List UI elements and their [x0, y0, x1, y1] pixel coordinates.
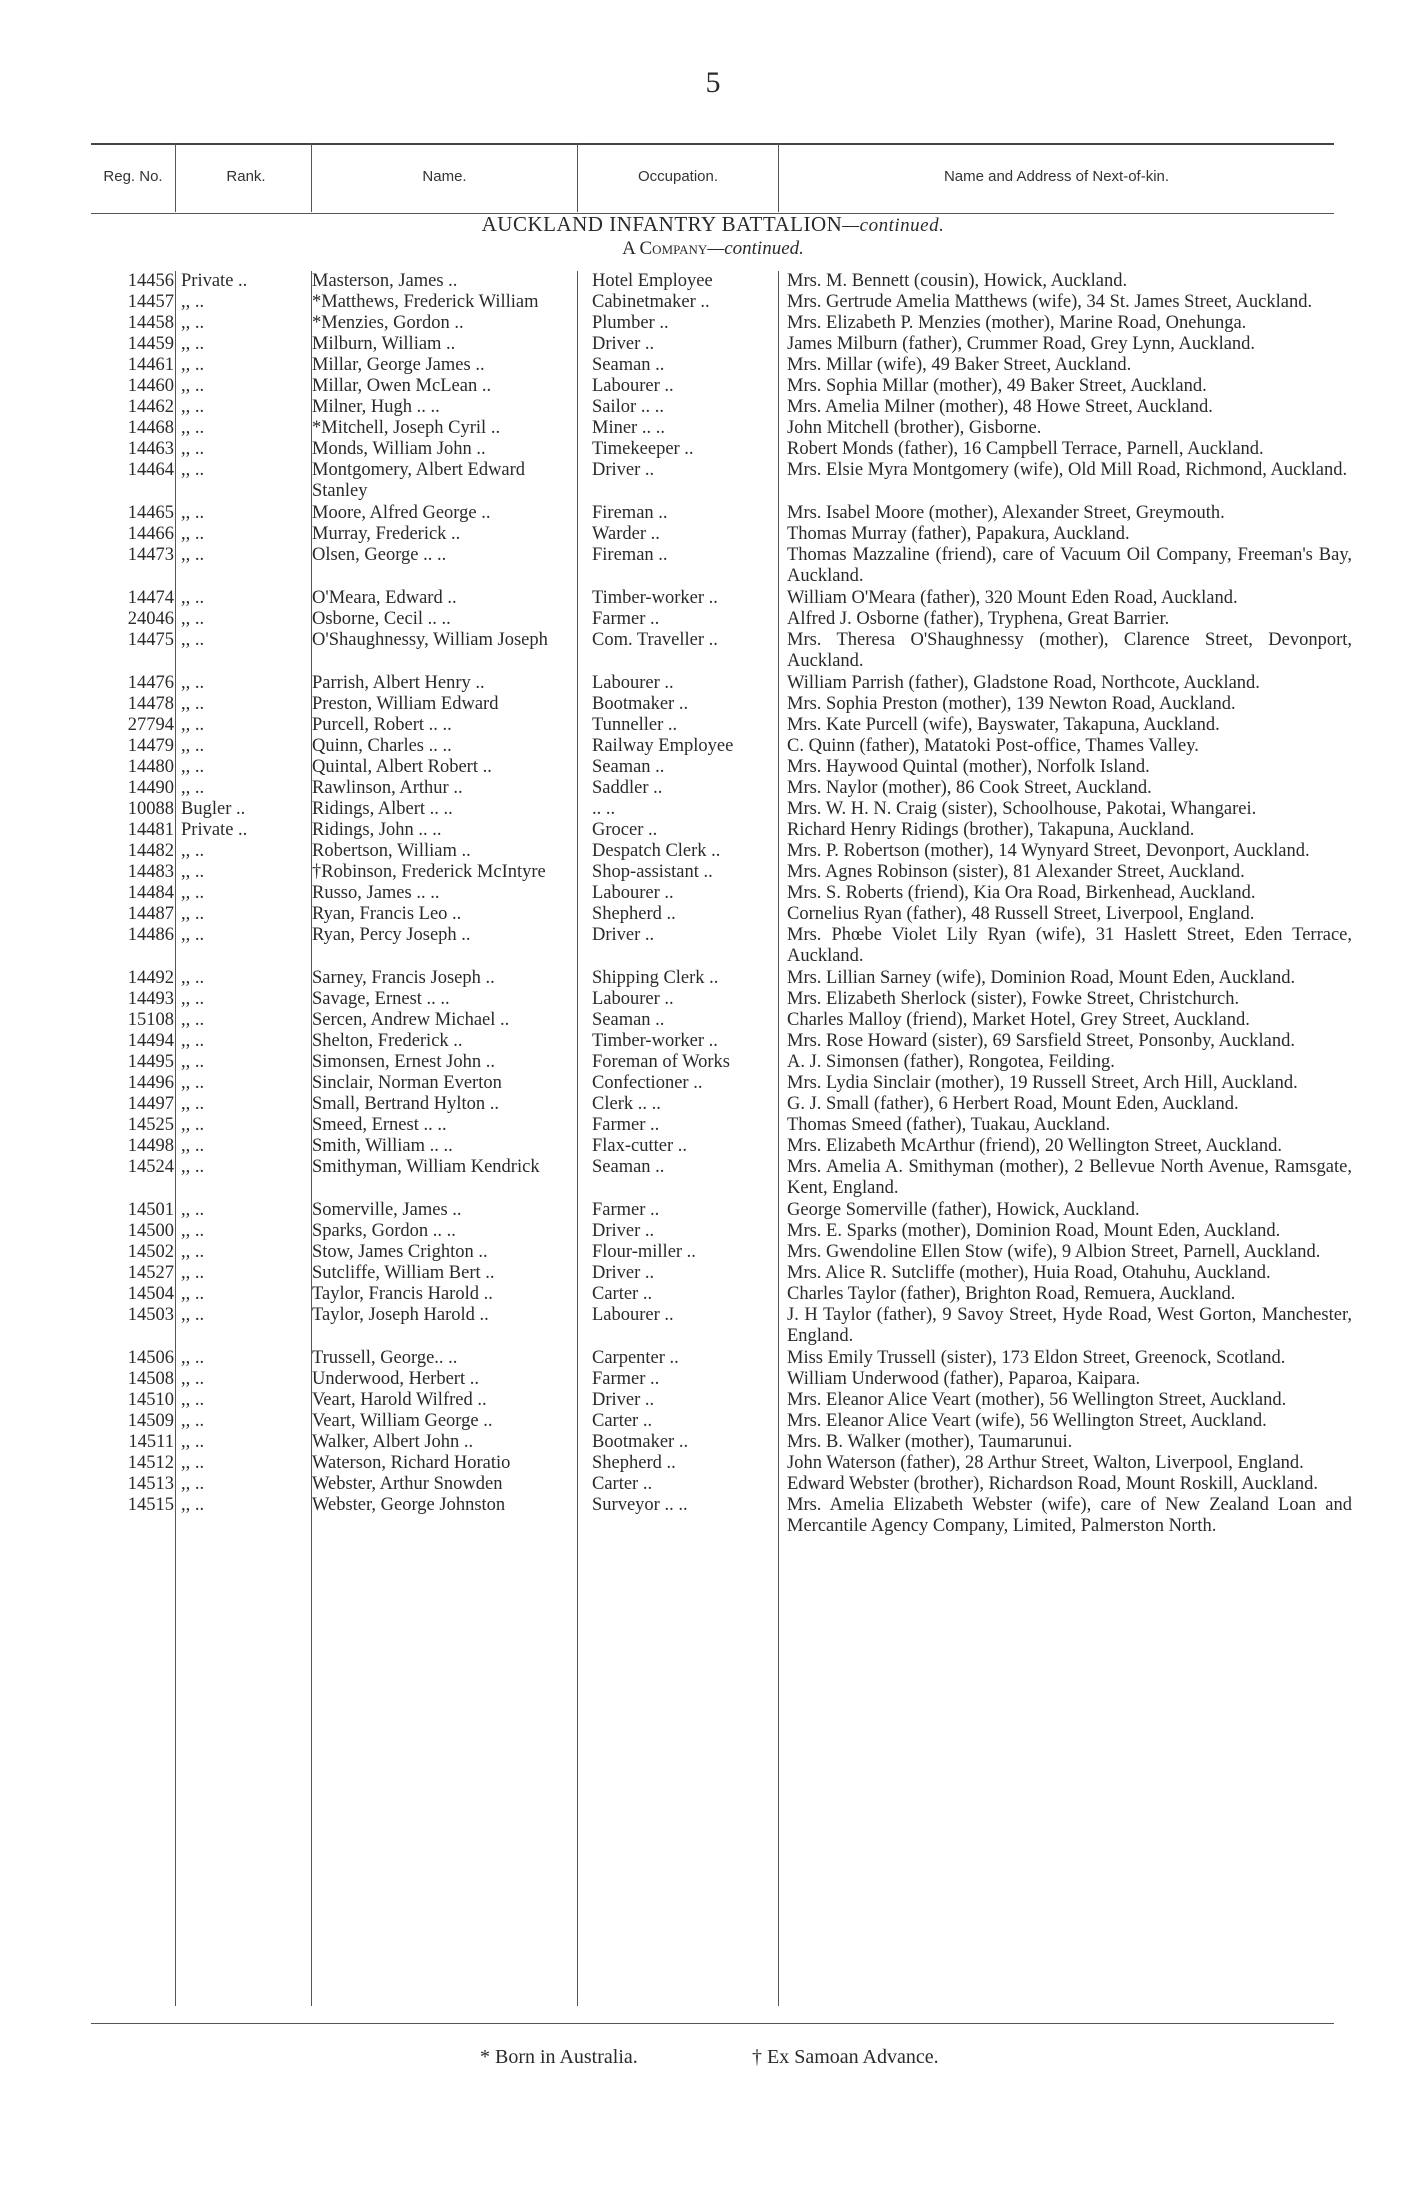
row-occupation: Farmer .. — [592, 1115, 660, 1135]
row-name: Taylor, Joseph Harold .. — [312, 1305, 489, 1325]
row-name: Quinn, Charles .. .. — [312, 736, 452, 756]
row-name: Ryan, Francis Leo .. — [312, 904, 462, 924]
row-name: Preston, William Edward — [312, 694, 499, 714]
row-occupation: Confectioner .. — [592, 1073, 703, 1093]
row-occupation: Miner .. .. — [592, 418, 665, 438]
row-rank: ,, .. — [181, 313, 205, 333]
row-occupation: Warder .. — [592, 524, 660, 544]
row-rank: ,, .. — [181, 904, 205, 924]
row-next-of-kin: Charles Taylor (father), Brighton Road, Remuera, Auckland. — [787, 1284, 1236, 1304]
column-divider — [175, 143, 176, 212]
row-occupation: Carter .. — [592, 1474, 653, 1494]
row-occupation: Driver .. — [592, 334, 655, 354]
row-next-of-kin: Mrs. B. Walker (mother), Taumarunui. — [787, 1432, 1073, 1452]
row-occupation: Labourer .. — [592, 989, 674, 1009]
row-name: Rawlinson, Arthur .. — [312, 778, 463, 798]
row-rank: ,, .. — [181, 968, 205, 988]
row-name: Walker, Albert John .. — [312, 1432, 474, 1452]
company-title-text: A Company — [622, 238, 708, 259]
row-rank: ,, .. — [181, 439, 205, 459]
row-next-of-kin: Mrs. Lydia Sinclair (mother), 19 Russell Street, Arch Hill, Auckland. — [787, 1073, 1298, 1093]
row-name: Webster, Arthur Snowden — [312, 1474, 503, 1494]
row-rank: ,, .. — [181, 1305, 205, 1325]
row-reg-number: 14501 — [127, 1200, 174, 1220]
row-reg-number: 14465 — [127, 503, 174, 523]
row-reg-number: 14506 — [127, 1348, 174, 1368]
row-name: Millar, Owen McLean .. — [312, 376, 492, 396]
row-reg-number: 14478 — [127, 694, 174, 714]
row-name: Moore, Alfred George .. — [312, 503, 491, 523]
header-reg-no: Reg. No. — [103, 168, 163, 185]
row-occupation: Driver .. — [592, 925, 655, 945]
row-next-of-kin: John Mitchell (brother), Gisborne. — [787, 418, 1042, 438]
row-name: Waterson, Richard Horatio — [312, 1453, 511, 1473]
row-occupation: Carter .. — [592, 1284, 653, 1304]
row-name: Sparks, Gordon .. .. — [312, 1221, 456, 1241]
row-next-of-kin: G. J. Small (father), 6 Herbert Road, Mount Eden, Auckland. — [787, 1094, 1239, 1114]
row-name: Ridings, John .. .. — [312, 820, 442, 840]
row-occupation: Fireman .. — [592, 545, 668, 565]
row-next-of-kin: Mrs. Phœbe Violet Lily Ryan (wife), 31 Haslett Street, Eden Terrace, Auckland. — [787, 925, 1352, 966]
row-reg-number: 14527 — [127, 1263, 174, 1283]
column-divider — [577, 271, 578, 2006]
page-number: 5 — [705, 66, 721, 99]
row-occupation: Despatch Clerk .. — [592, 841, 721, 861]
row-occupation: Bootmaker .. — [592, 1432, 689, 1452]
row-next-of-kin: Mrs. Amelia A. Smithyman (mother), 2 Bellevue North Avenue, Ramsgate, Kent, England. — [787, 1157, 1352, 1198]
row-reg-number: 14481 — [127, 820, 174, 840]
row-occupation: Fireman .. — [592, 503, 668, 523]
row-rank: ,, .. — [181, 588, 205, 608]
row-rank: ,, .. — [181, 1263, 205, 1283]
row-rank: ,, .. — [181, 460, 205, 480]
row-rank: ,, .. — [181, 1136, 205, 1156]
row-name: Webster, George Johnston — [312, 1495, 506, 1515]
row-next-of-kin: Mrs. Elizabeth McArthur (friend), 20 Wellington Street, Auckland. — [787, 1136, 1282, 1156]
row-rank: ,, .. — [181, 376, 205, 396]
header-name: Name. — [422, 168, 467, 185]
row-next-of-kin: Mrs. Haywood Quintal (mother), Norfolk Island. — [787, 757, 1150, 777]
row-next-of-kin: C. Quinn (father), Matatoki Post-office, Thames Valley. — [787, 736, 1199, 756]
row-occupation: Surveyor .. .. — [592, 1495, 688, 1515]
row-reg-number: 14474 — [127, 588, 174, 608]
row-rank: ,, .. — [181, 292, 205, 312]
row-next-of-kin: Edward Webster (brother), Richardson Road, Mount Roskill, Auckland. — [787, 1474, 1318, 1494]
row-name: Shelton, Frederick .. — [312, 1031, 463, 1051]
row-name: Smithyman, William Kendrick — [312, 1157, 540, 1177]
row-next-of-kin: Mrs. Amelia Elizabeth Webster (wife), care of New Zealand Loan and Mercantile Agency Company, Limited, Palmerston North. — [787, 1495, 1352, 1536]
row-next-of-kin: Mrs. E. Sparks (mother), Dominion Road, Mount Eden, Auckland. — [787, 1221, 1281, 1241]
row-rank: Bugler .. — [181, 799, 246, 819]
row-occupation: Grocer .. — [592, 820, 658, 840]
row-name: Monds, William John .. — [312, 439, 486, 459]
row-rank: ,, .. — [181, 925, 205, 945]
row-occupation: Cabinetmaker .. — [592, 292, 710, 312]
row-next-of-kin: Mrs. W. H. N. Craig (sister), Schoolhouse, Pakotai, Whangarei. — [787, 799, 1257, 819]
row-name: Veart, William George .. — [312, 1411, 493, 1431]
row-rank: ,, .. — [181, 715, 205, 735]
column-divider — [577, 143, 578, 212]
row-rank: ,, .. — [181, 989, 205, 1009]
row-occupation: Flour-miller .. — [592, 1242, 696, 1262]
row-rank: ,, .. — [181, 1411, 205, 1431]
row-reg-number: 14480 — [127, 757, 174, 777]
row-name: O'Meara, Edward .. — [312, 588, 457, 608]
row-rank: ,, .. — [181, 1221, 205, 1241]
row-occupation: Seaman .. — [592, 757, 665, 777]
battalion-title-suffix: —continued. — [842, 215, 945, 236]
row-next-of-kin: Mrs. Eleanor Alice Veart (wife), 56 Wellington Street, Auckland. — [787, 1411, 1267, 1431]
row-next-of-kin: Miss Emily Trussell (sister), 173 Eldon Street, Greenock, Scotland. — [787, 1348, 1286, 1368]
row-name: †Robinson, Frederick McIntyre — [312, 862, 546, 882]
row-occupation: Farmer .. — [592, 1369, 660, 1389]
row-rank: ,, .. — [181, 673, 205, 693]
row-next-of-kin: George Somerville (father), Howick, Auckland. — [787, 1200, 1140, 1220]
row-next-of-kin: Mrs. Rose Howard (sister), 69 Sarsfield Street, Ponsonby, Auckland. — [787, 1031, 1296, 1051]
row-next-of-kin: Mrs. Lillian Sarney (wife), Dominion Road, Mount Eden, Auckland. — [787, 968, 1296, 988]
row-rank: ,, .. — [181, 1031, 205, 1051]
company-title-suffix: —continued. — [707, 238, 804, 259]
row-reg-number: 14513 — [127, 1474, 174, 1494]
row-rank: ,, .. — [181, 1073, 205, 1093]
row-occupation: Shepherd .. — [592, 1453, 676, 1473]
row-rank: Private .. — [181, 820, 248, 840]
row-next-of-kin: Mrs. Eleanor Alice Veart (mother), 56 Wellington Street, Auckland. — [787, 1390, 1287, 1410]
row-occupation: Shop-assistant .. — [592, 862, 713, 882]
row-occupation: Carpenter .. — [592, 1348, 679, 1368]
row-next-of-kin: Mrs. Agnes Robinson (sister), 81 Alexander Street, Auckland. — [787, 862, 1245, 882]
row-name: *Matthews, Frederick William — [312, 292, 539, 312]
row-next-of-kin: Mrs. Naylor (mother), 86 Cook Street, Auckland. — [787, 778, 1152, 798]
row-name: Stow, James Crighton .. — [312, 1242, 488, 1262]
row-next-of-kin: Thomas Murray (father), Papakura, Auckland. — [787, 524, 1130, 544]
row-occupation: Labourer .. — [592, 673, 674, 693]
row-reg-number: 14458 — [127, 313, 174, 333]
row-occupation: Tunneller .. — [592, 715, 678, 735]
row-reg-number: 27794 — [127, 715, 174, 735]
row-occupation: Railway Employee — [592, 736, 734, 756]
row-rank: ,, .. — [181, 1348, 205, 1368]
row-reg-number: 14462 — [127, 397, 174, 417]
row-reg-number: 14460 — [127, 376, 174, 396]
row-reg-number: 14515 — [127, 1495, 174, 1515]
row-occupation: Labourer .. — [592, 883, 674, 903]
row-name: Ridings, Albert .. .. — [312, 799, 453, 819]
row-occupation: Timber-worker .. — [592, 1031, 718, 1051]
row-rank: Private .. — [181, 271, 248, 291]
row-next-of-kin: Mrs. M. Bennett (cousin), Howick, Auckland. — [787, 271, 1128, 291]
row-occupation: Shepherd .. — [592, 904, 676, 924]
battalion-title — [0, 212, 1426, 237]
row-rank: ,, .. — [181, 630, 205, 650]
row-reg-number: 14457 — [127, 292, 174, 312]
row-occupation: Timber-worker .. — [592, 588, 718, 608]
row-name: Masterson, James .. — [312, 271, 458, 291]
row-reg-number: 14483 — [127, 862, 174, 882]
row-occupation: Farmer .. — [592, 1200, 660, 1220]
row-rank: ,, .. — [181, 1094, 205, 1114]
row-name: Purcell, Robert .. .. — [312, 715, 452, 735]
row-rank: ,, .. — [181, 1474, 205, 1494]
row-name: Somerville, James .. — [312, 1200, 462, 1220]
row-reg-number: 10088 — [127, 799, 174, 819]
row-occupation: Foreman of Works — [592, 1052, 730, 1072]
row-reg-number: 14512 — [127, 1453, 174, 1473]
row-occupation: Sailor .. .. — [592, 397, 664, 417]
row-next-of-kin: Mrs. Millar (wife), 49 Baker Street, Auckland. — [787, 355, 1132, 375]
row-reg-number: 14508 — [127, 1369, 174, 1389]
row-name: Parrish, Albert Henry .. — [312, 673, 485, 693]
row-rank: ,, .. — [181, 1495, 205, 1515]
row-next-of-kin: William O'Meara (father), 320 Mount Eden Road, Auckland. — [787, 588, 1238, 608]
row-rank: ,, .. — [181, 418, 205, 438]
row-reg-number: 14492 — [127, 968, 174, 988]
row-next-of-kin: James Milburn (father), Crummer Road, Grey Lynn, Auckland. — [787, 334, 1256, 354]
row-reg-number: 14490 — [127, 778, 174, 798]
row-reg-number: 14479 — [127, 736, 174, 756]
column-divider — [311, 143, 312, 212]
row-name: Sercen, Andrew Michael .. — [312, 1010, 510, 1030]
row-name: Robertson, William .. — [312, 841, 471, 861]
row-rank: ,, .. — [181, 1284, 205, 1304]
row-next-of-kin: Mrs. Kate Purcell (wife), Bayswater, Takapuna, Auckland. — [787, 715, 1220, 735]
row-reg-number: 14466 — [127, 524, 174, 544]
column-divider — [778, 143, 779, 212]
row-reg-number: 14496 — [127, 1073, 174, 1093]
company-title — [0, 238, 1426, 260]
row-name: Quintal, Albert Robert .. — [312, 757, 492, 777]
row-reg-number: 14463 — [127, 439, 174, 459]
row-rank: ,, .. — [181, 1010, 205, 1030]
row-reg-number: 14524 — [127, 1157, 174, 1177]
row-rank: ,, .. — [181, 397, 205, 417]
row-name: Murray, Frederick .. — [312, 524, 461, 544]
row-reg-number: 14510 — [127, 1390, 174, 1410]
row-next-of-kin: Thomas Mazzaline (friend), care of Vacuum Oil Company, Freeman's Bay, Auckland. — [787, 545, 1352, 586]
footnote-samoan-advance: † Ex Samoan Advance. — [752, 2046, 939, 2068]
row-rank: ,, .. — [181, 609, 205, 629]
row-reg-number: 14486 — [127, 925, 174, 945]
row-next-of-kin: Robert Monds (father), 16 Campbell Terrace, Parnell, Auckland. — [787, 439, 1264, 459]
row-reg-number: 14494 — [127, 1031, 174, 1051]
row-rank: ,, .. — [181, 1432, 205, 1452]
row-name: Taylor, Francis Harold .. — [312, 1284, 493, 1304]
row-next-of-kin: Mrs. Gertrude Amelia Matthews (wife), 34 St. James Street, Auckland. — [787, 292, 1313, 312]
row-rank: ,, .. — [181, 503, 205, 523]
row-next-of-kin: A. J. Simonsen (father), Rongotea, Feilding. — [787, 1052, 1115, 1072]
row-next-of-kin: Richard Henry Ridings (brother), Takapuna, Auckland. — [787, 820, 1195, 840]
row-reg-number: 14503 — [127, 1305, 174, 1325]
row-next-of-kin: Mrs. Sophia Preston (mother), 139 Newton Road, Auckland. — [787, 694, 1236, 714]
row-rank: ,, .. — [181, 1200, 205, 1220]
row-rank: ,, .. — [181, 1369, 205, 1389]
column-divider — [778, 271, 779, 2006]
row-next-of-kin: Alfred J. Osborne (father), Tryphena, Great Barrier. — [787, 609, 1170, 629]
row-reg-number: 14473 — [127, 545, 174, 565]
row-rank: ,, .. — [181, 1052, 205, 1072]
row-reg-number: 14482 — [127, 841, 174, 861]
row-next-of-kin: Mrs. Elizabeth P. Menzies (mother), Marine Road, Onehunga. — [787, 313, 1247, 333]
footnote-born-australia: * Born in Australia. — [480, 2046, 638, 2068]
row-occupation: Farmer .. — [592, 609, 660, 629]
row-name: Millar, George James .. — [312, 355, 485, 375]
row-occupation: Labourer .. — [592, 376, 674, 396]
row-name: Russo, James .. .. — [312, 883, 440, 903]
header-occupation: Occupation. — [637, 168, 719, 185]
row-reg-number: 14459 — [127, 334, 174, 354]
row-rank: ,, .. — [181, 1242, 205, 1262]
row-occupation: Carter .. — [592, 1411, 653, 1431]
row-occupation: Flax-cutter .. — [592, 1136, 688, 1156]
row-occupation: Plumber .. — [592, 313, 669, 333]
header-rank: Rank. — [226, 168, 266, 185]
row-name: Underwood, Herbert .. — [312, 1369, 479, 1389]
row-reg-number: 14504 — [127, 1284, 174, 1304]
row-name: Smeed, Ernest .. .. — [312, 1115, 447, 1135]
row-rank: ,, .. — [181, 524, 205, 544]
row-rank: ,, .. — [181, 778, 205, 798]
row-rank: ,, .. — [181, 1157, 205, 1177]
row-occupation: Hotel Employee — [592, 271, 713, 291]
row-occupation: Com. Traveller .. — [592, 630, 718, 650]
row-next-of-kin: John Waterson (father), 28 Arthur Street, Walton, Liverpool, England. — [787, 1453, 1304, 1473]
row-reg-number: 14500 — [127, 1221, 174, 1241]
row-occupation: Seaman .. — [592, 355, 665, 375]
row-reg-number: 14464 — [127, 460, 174, 480]
row-next-of-kin: Mrs. Isabel Moore (mother), Alexander Street, Greymouth. — [787, 503, 1225, 523]
row-occupation: Clerk .. .. — [592, 1094, 661, 1114]
row-rank: ,, .. — [181, 862, 205, 882]
row-name: Small, Bertrand Hylton .. — [312, 1094, 500, 1114]
row-next-of-kin: Mrs. Amelia Milner (mother), 48 Howe Street, Auckland. — [787, 397, 1213, 417]
row-name: Sinclair, Norman Everton — [312, 1073, 502, 1093]
table-header — [91, 143, 1334, 214]
row-next-of-kin: William Underwood (father), Paparoa, Kaipara. — [787, 1369, 1141, 1389]
row-name: O'Shaughnessy, William Joseph — [312, 630, 548, 650]
row-reg-number: 14476 — [127, 673, 174, 693]
row-rank: ,, .. — [181, 736, 205, 756]
row-occupation: Seaman .. — [592, 1157, 665, 1177]
row-name: Trussell, George.. .. — [312, 1348, 458, 1368]
row-rank: ,, .. — [181, 545, 205, 565]
row-occupation: Driver .. — [592, 1390, 655, 1410]
row-next-of-kin: J. H Taylor (father), 9 Savoy Street, Hyde Road, West Gorton, Manchester, England. — [787, 1305, 1352, 1346]
row-next-of-kin: Cornelius Ryan (father), 48 Russell Street, Liverpool, England. — [787, 904, 1255, 924]
row-name: Veart, Harold Wilfred .. — [312, 1390, 487, 1410]
row-reg-number: 14461 — [127, 355, 174, 375]
row-reg-number: 14493 — [127, 989, 174, 1009]
row-rank: ,, .. — [181, 1453, 205, 1473]
row-occupation: .. .. — [592, 799, 616, 819]
row-name: Ryan, Percy Joseph .. — [312, 925, 471, 945]
row-occupation: Shipping Clerk .. — [592, 968, 719, 988]
row-occupation: Driver .. — [592, 460, 655, 480]
row-reg-number: 14509 — [127, 1411, 174, 1431]
row-rank: ,, .. — [181, 334, 205, 354]
row-next-of-kin: Mrs. Alice R. Sutcliffe (mother), Huia Road, Otahuhu, Auckland. — [787, 1263, 1271, 1283]
row-occupation: Seaman .. — [592, 1010, 665, 1030]
row-occupation: Driver .. — [592, 1263, 655, 1283]
row-name: Montgomery, Albert Edward Stanley — [312, 460, 526, 501]
row-next-of-kin: Charles Malloy (friend), Market Hotel, Grey Street, Auckland. — [787, 1010, 1250, 1030]
battalion-title-text: AUCKLAND INFANTRY BATTALION — [481, 212, 843, 236]
row-name: Savage, Ernest .. .. — [312, 989, 450, 1009]
row-name: *Menzies, Gordon .. — [312, 313, 464, 333]
row-occupation: Labourer .. — [592, 1305, 674, 1325]
row-occupation: Driver .. — [592, 1221, 655, 1241]
row-next-of-kin: Mrs. Sophia Millar (mother), 49 Baker Street, Auckland. — [787, 376, 1207, 396]
row-reg-number: 14484 — [127, 883, 174, 903]
row-reg-number: 14511 — [128, 1432, 174, 1452]
row-reg-number: 14525 — [127, 1115, 174, 1135]
row-next-of-kin: Mrs. P. Robertson (mother), 14 Wynyard Street, Devonport, Auckland. — [787, 841, 1310, 861]
row-name: *Mitchell, Joseph Cyril .. — [312, 418, 501, 438]
row-next-of-kin: Mrs. Theresa O'Shaughnessy (mother), Clarence Street, Devonport, Auckland. — [787, 630, 1352, 671]
row-name: Milner, Hugh .. .. — [312, 397, 440, 417]
row-rank: ,, .. — [181, 1390, 205, 1410]
row-reg-number: 14468 — [127, 418, 174, 438]
row-next-of-kin: Mrs. S. Roberts (friend), Kia Ora Road, Birkenhead, Auckland. — [787, 883, 1256, 903]
row-next-of-kin: Thomas Smeed (father), Tuakau, Auckland. — [787, 1115, 1111, 1135]
row-rank: ,, .. — [181, 355, 205, 375]
row-occupation: Saddler .. — [592, 778, 663, 798]
row-rank: ,, .. — [181, 883, 205, 903]
row-name: Sarney, Francis Joseph .. — [312, 968, 495, 988]
row-next-of-kin: William Parrish (father), Gladstone Road, Northcote, Auckland. — [787, 673, 1260, 693]
row-reg-number: 24046 — [127, 609, 174, 629]
row-name: Milburn, William .. — [312, 334, 456, 354]
row-rank: ,, .. — [181, 841, 205, 861]
row-reg-number: 14497 — [127, 1094, 174, 1114]
row-name: Olsen, George .. .. — [312, 545, 447, 565]
row-rank: ,, .. — [181, 1115, 205, 1135]
footer-rule — [91, 2023, 1334, 2024]
row-next-of-kin: Mrs. Elizabeth Sherlock (sister), Fowke Street, Christchurch. — [787, 989, 1240, 1009]
row-rank: ,, .. — [181, 694, 205, 714]
row-occupation: Timekeeper .. — [592, 439, 694, 459]
row-reg-number: 15108 — [127, 1010, 174, 1030]
row-next-of-kin: Mrs. Elsie Myra Montgomery (wife), Old Mill Road, Richmond, Auckland. — [787, 460, 1348, 480]
row-next-of-kin: Mrs. Gwendoline Ellen Stow (wife), 9 Albion Street, Parnell, Auckland. — [787, 1242, 1321, 1262]
row-reg-number: 14475 — [127, 630, 174, 650]
row-name: Sutcliffe, William Bert .. — [312, 1263, 495, 1283]
row-reg-number: 14498 — [127, 1136, 174, 1156]
header-next-of-kin: Name and Address of Next-of-kin. — [943, 168, 1170, 185]
row-reg-number: 14502 — [127, 1242, 174, 1262]
row-name: Smith, William .. .. — [312, 1136, 453, 1156]
row-reg-number: 14456 — [127, 271, 174, 291]
row-name: Simonsen, Ernest John .. — [312, 1052, 495, 1072]
row-reg-number: 14495 — [127, 1052, 174, 1072]
column-divider — [175, 271, 176, 2006]
row-reg-number: 14487 — [127, 904, 174, 924]
row-name: Osborne, Cecil .. .. — [312, 609, 451, 629]
row-rank: ,, .. — [181, 757, 205, 777]
row-occupation: Bootmaker .. — [592, 694, 689, 714]
